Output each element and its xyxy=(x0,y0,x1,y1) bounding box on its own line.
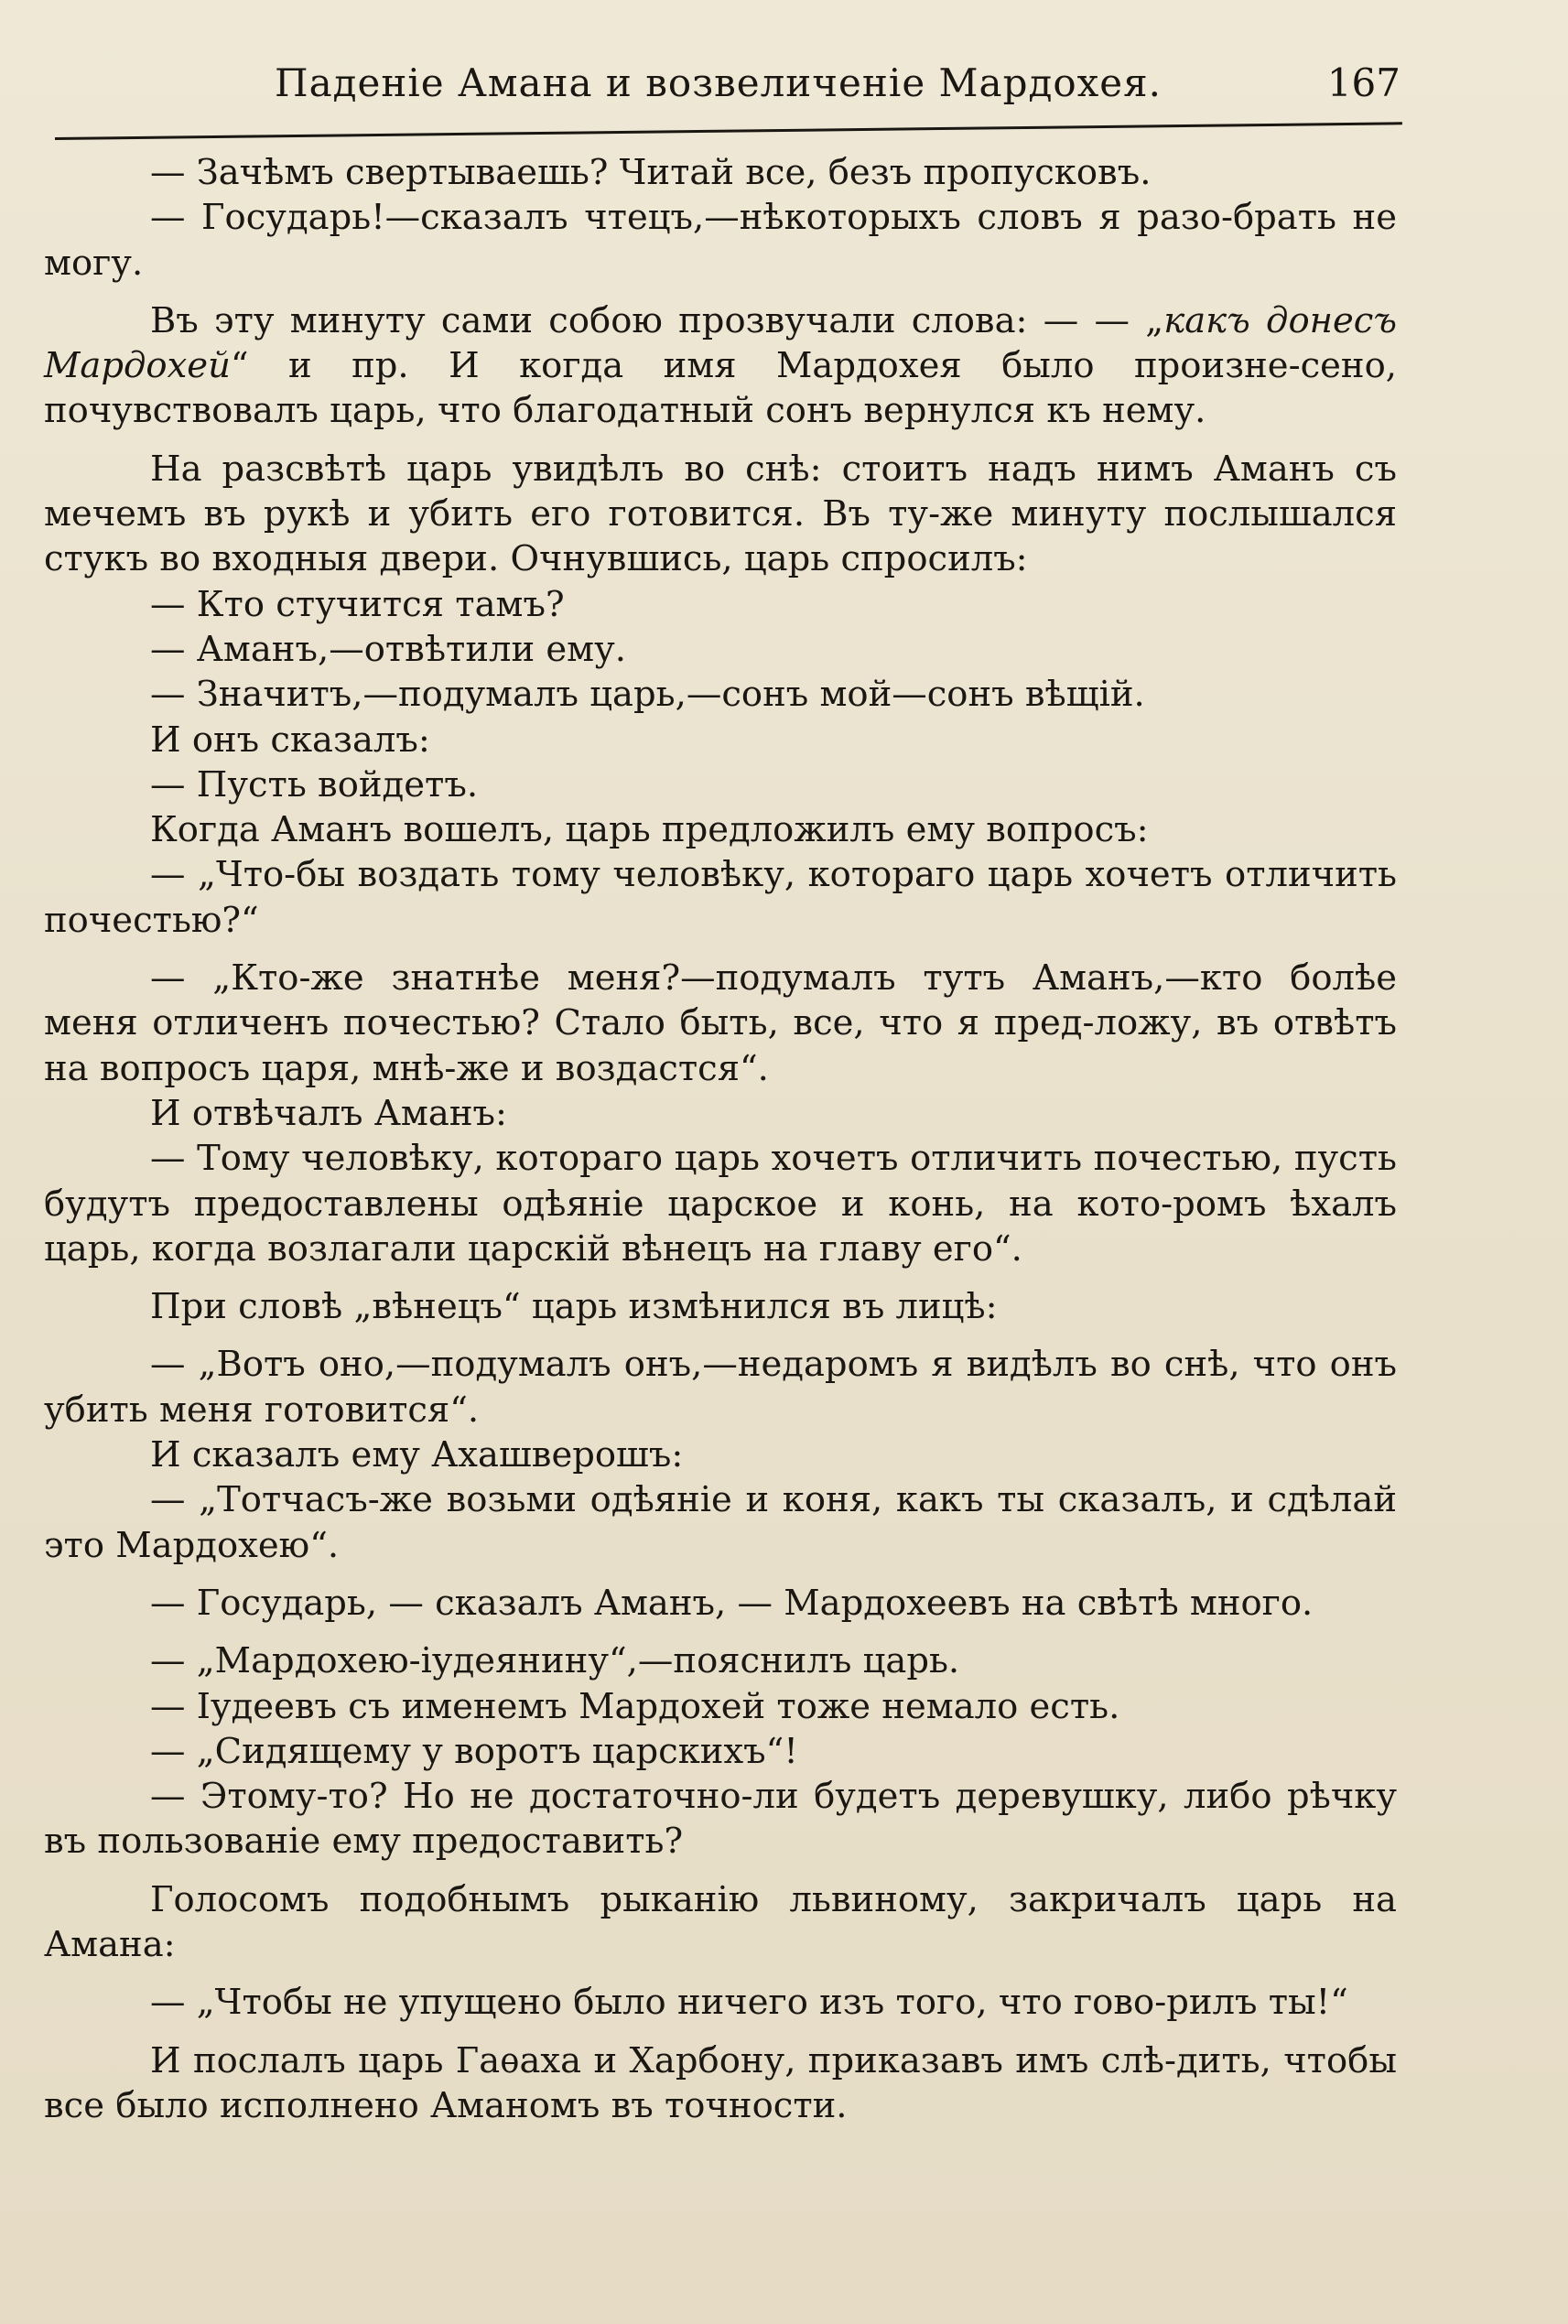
paragraph: — Аманъ,—отвѣтили ему. xyxy=(150,628,626,670)
paragraph: Когда Аманъ вошелъ, царь предложилъ ему вопросъ: xyxy=(150,809,1149,851)
paragraph: И отвѣчалъ Аманъ: xyxy=(150,1092,507,1134)
paragraph: И онъ сказалъ: xyxy=(150,719,430,761)
running-title: Паденіе Амана и возвеличеніе Мардохея. xyxy=(275,60,1162,105)
paragraph: — Государь, — сказалъ Аманъ, — Мардохеевъ на свѣтѣ много. xyxy=(150,1582,1314,1624)
paragraph: И послалъ царь Гаѳаха и Харбону, приказавъ имъ слѣ-дить, чтобы все было исполнено Аманомъ въ точности. xyxy=(44,2039,1397,2126)
header-rule xyxy=(55,122,1402,140)
paragraph: — „Вотъ оно,—подумалъ онъ,—недаромъ я видѣлъ во снѣ, что онъ убить меня готовится“. xyxy=(44,1344,1397,1431)
paragraph: — Іудеевъ съ именемъ Мардохей тоже немало есть. xyxy=(150,1685,1120,1727)
paragraph: — Пусть войдетъ. xyxy=(150,763,479,805)
paragraph: — „Чтобы не упущено было ничего изъ того, что гово-рилъ ты!“ xyxy=(150,1982,1348,2024)
paragraph: — Зачѣмъ свертываешь? Читай все, безъ пропусковъ. xyxy=(150,152,1152,193)
paragraph: — Этому-то? Но не достаточно-ли будетъ деревушку, либо рѣчку въ пользованіе ему предоставить? xyxy=(44,1776,1397,1863)
paragraph: — Государь!—сказалъ чтецъ,—нѣкоторыхъ словъ я разо-брать не могу. xyxy=(44,197,1397,284)
paragraph: — Тому человѣку, котораго царь хочетъ отличить почестью, пусть будутъ предоставлены одѣяніе царское и конь, на кото-ромъ ѣхалъ царь, когда возлагали царскій вѣнецъ на главу его“. xyxy=(44,1138,1397,1270)
paragraph: — „Кто-же знатнѣе меня?—подумалъ тутъ Аманъ,—кто болѣе меня отличенъ почестью? Стало быть, все, что я пред-ложу, въ отвѣтъ на вопросъ царя, мнѣ-же и воздастся“. xyxy=(44,957,1397,1089)
paragraph-text: “ и пр. И когда имя Мардохея было произне-сено, почувствовалъ царь, что благодатный сонъ вернулся къ нему. xyxy=(44,345,1397,432)
paragraph-italic-text: какъ донесъ Мардохей xyxy=(44,299,1398,387)
paragraph: — „Сидящему у воротъ царскихъ“! xyxy=(150,1730,798,1772)
paragraph: — „Что-бы воздать тому человѣку, котораго царь хочетъ отличить почестью?“ xyxy=(44,854,1397,941)
paragraph-text: Въ эту минуту сами собою прозвучали слова: — — „ xyxy=(150,299,1164,341)
paragraph: Голосомъ подобнымъ рыканію львиному, закричалъ царь на Амана: xyxy=(44,1878,1397,1965)
paragraph: — Кто стучится тамъ? xyxy=(150,583,565,625)
paragraph: При словѣ „вѣнецъ“ царь измѣнился въ лицѣ: xyxy=(150,1286,998,1328)
paragraph: — „Мардохею-іудеянину“,—пояснилъ царь. xyxy=(150,1640,960,1682)
paragraph xyxy=(44,298,1397,434)
paragraph: — „Тотчасъ-же возьми одѣяніе и коня, какъ ты сказалъ, и сдѣлай это Мардохею“. xyxy=(44,1479,1397,1566)
running-header xyxy=(55,57,1400,117)
page-number: 167 xyxy=(1326,60,1400,105)
paragraph: — Значитъ,—подумалъ царь,—сонъ мой—сонъ вѣщій. xyxy=(150,674,1145,716)
paragraph: И сказалъ ему Ахашверошъ: xyxy=(150,1434,684,1476)
body-text xyxy=(44,150,1397,2128)
paragraph: На разсвѣтѣ царь увидѣлъ во снѣ: стоитъ надъ нимъ Аманъ съ мечемъ въ рукѣ и убить его готовится. Въ ту-же минуту послышался стукъ во входныя двери. Очнувшись, царь спросилъ: xyxy=(44,448,1397,580)
